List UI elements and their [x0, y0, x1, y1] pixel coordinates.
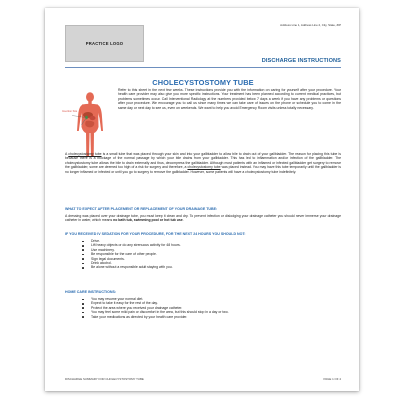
list-item: Drive.	[81, 239, 181, 243]
list-item: Expect to take it easy for the rest of the day.	[81, 301, 229, 305]
illustration-head	[86, 92, 94, 102]
para2-term: cholecystostomy tube	[68, 152, 102, 156]
illustration-label: Insertion Site	[62, 110, 78, 113]
list-item: Drink alcohol.	[81, 261, 181, 265]
practice-logo	[65, 25, 144, 62]
practice-address: Address Line 1, Address Line 2, City, State, ZIP	[280, 23, 341, 27]
footer-document-name: DISCHARGE SUMMARY FOR CHOLECYSTOSTOMY TUBE	[65, 377, 144, 381]
list-item: You may resume your normal diet.	[81, 297, 229, 301]
footer-page-number: PAGE 1 OF 4	[323, 377, 341, 381]
illustration-stomach	[90, 116, 96, 120]
expect-after-placement-heading: WHAT TO EXPECT AFTER PLACEMENT OR REPLACEMENT OF YOUR DRAINAGE TUBE:	[65, 207, 218, 211]
header-divider	[65, 67, 341, 68]
document-title: CHOLECYSTOSTOMY TUBE	[152, 78, 254, 87]
sec1-text-a: A dressing was placed over your drainage tube, you must keep it clean and dry. To prevent infection or dislodging your drainage catheter you should never immerse your drainage catheter in water, which means	[65, 214, 341, 223]
home-care-heading: HOME CARE INSTRUCTIONS:	[65, 290, 117, 294]
list-item: Lift heavy objects or do any strenuous activity for 48 hours.	[81, 243, 181, 247]
discharge-document-page	[45, 8, 359, 391]
iv-sedation-list	[81, 239, 181, 270]
sec1-text-bold: no bath tub, swimming pool or hot tub use	[113, 218, 183, 223]
illustration-neck	[88, 101, 91, 104]
home-care-list	[81, 297, 229, 319]
para2-text-a: is a small tube that was placed through your skin and into your gallbladder to allow bile to drain out of your gallbladder. The reason for placing this tube is because there is a blockage of the normal passage by which your bile drains from your gallbladder. This has led to inflammation and/or infection of the gallbladder. The cholecystostomy tube allows the bile to drain externally and thus, decompress the gallbladder. Although most patients with an inflamed or infected gallbladder get surgery to remove the gallbladder, some are deemed too high of a risk for surgery and therefore, a	[65, 152, 341, 170]
body-illustration	[61, 91, 109, 159]
practice-logo-text: PRACTICE LOGO	[85, 41, 124, 46]
expect-after-placement-text	[65, 214, 341, 223]
intro-paragraph: Refer to this sheet in the next few weeks. These instructions provide you with the information on caring for yourself after your procedure. Your health care provider may also give you more specific instructions. Your treatment has been planned according to current medical practices, but problems sometimes occur. Call Interventional Radiology at the numbers provided below 7 days a week if you have any problems or questions after your procedure. We encourage you to call us since many times we can take care of issues on the phone or schedule you to come in the same day or next day to see us, even on weekends. We want to help you avoid Emergency Room visits unless totally necessary.	[118, 88, 341, 110]
para2-term-2: cholecystostomy tube	[187, 165, 221, 170]
list-item: Be alone without a responsible adult staying with you.	[81, 265, 181, 269]
list-item: Take your medications as directed by your health care provider.	[81, 315, 229, 319]
iv-sedation-heading: IF YOU RECEIVED IV SEDATION FOR YOUR PROCEDURE, FOR THE NEXT 24 HOURS YOU SHOULD NOT:	[65, 232, 246, 236]
list-item: Sign legal documents.	[81, 257, 181, 261]
para2-text-b: was placed instead. You may have this tube temporarily until the gallbladder is no longer inflamed or infected or until you go to surgery to remove the gallbladder. However, some patients will have a cholecystostomy tube indefinitely.	[65, 165, 341, 174]
list-item: Be responsible for the care of other people.	[81, 252, 181, 256]
document-type-header: DISCHARGE INSTRUCTIONS	[261, 58, 341, 64]
tube-explanation-paragraph	[65, 152, 341, 174]
list-item: Protect the area where you received your drainage catheter.	[81, 306, 229, 310]
para2-lead: A	[65, 152, 69, 156]
list-item: Use machinery.	[81, 248, 181, 252]
list-item: You may feel some mild pain or discomfort in the area, but this should stop in a day or two.	[81, 310, 229, 314]
sec1-text-b: .	[182, 218, 184, 223]
